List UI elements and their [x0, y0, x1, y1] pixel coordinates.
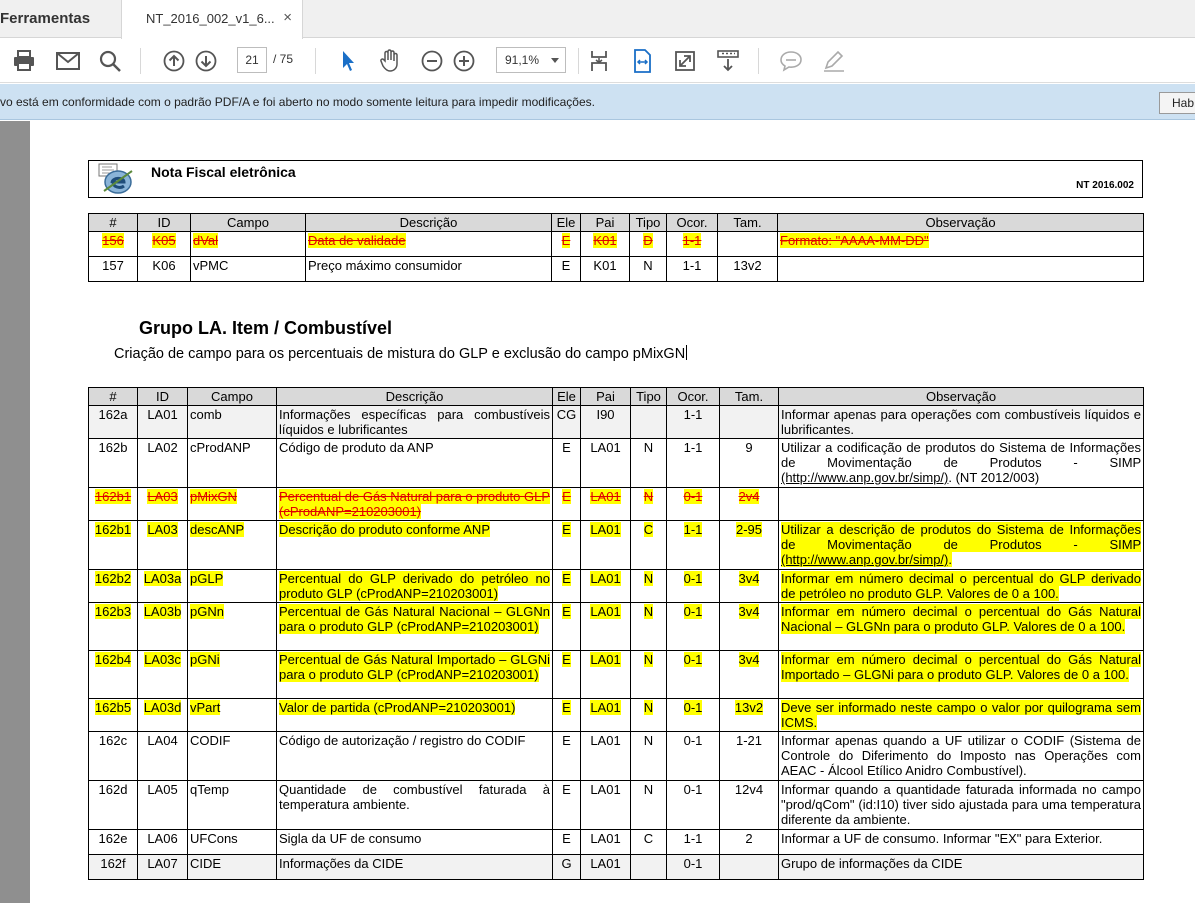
- cell-desc: Percentual de Gás Natural Importado – GLGNi para o produto GLP (cProdANP=210203001): [279, 652, 550, 682]
- document-nt-number: NT 2016.002: [1076, 180, 1134, 191]
- cell-ocor: 1-1: [682, 233, 702, 248]
- cell-tipo: N: [643, 604, 654, 619]
- cell-tam: 3v4: [738, 571, 760, 586]
- cell-n: 162b3: [94, 604, 132, 619]
- zoom-in-icon[interactable]: [450, 47, 478, 75]
- cell-id: K06: [138, 257, 191, 282]
- cell-pai: I90: [596, 407, 615, 422]
- col-header: Observação: [778, 214, 1144, 232]
- col-header: #: [89, 388, 138, 406]
- cell-tipo: C: [643, 831, 654, 846]
- col-header: Ocor.: [667, 388, 720, 406]
- col-header: Tipo: [630, 214, 667, 232]
- cell-tam: 2-95: [735, 522, 763, 537]
- cell-tipo: C: [643, 522, 654, 537]
- cell-id: K05: [152, 233, 176, 248]
- col-header: ID: [138, 388, 188, 406]
- col-header: ID: [138, 214, 191, 232]
- cell-desc: Código de autorização / registro do CODIF: [279, 733, 526, 748]
- fit-width-icon[interactable]: [628, 47, 656, 75]
- table-header-row: [89, 214, 1144, 232]
- cell-pai: LA01: [590, 782, 621, 797]
- cell-desc: Percentual de Gás Natural para o produto GLP (cProdANP=210203001): [279, 489, 550, 519]
- cell-tipo: N: [643, 571, 654, 586]
- print-icon[interactable]: [10, 47, 38, 75]
- toolbar: [0, 39, 1195, 83]
- cell-obs: Utilizar a descrição de produtos do Sistema de Informações de Movimentação de Produtos - SIMP: [781, 522, 1141, 552]
- cell-n: 162f: [100, 856, 126, 871]
- cell-obs: Informar em número decimal o percentual do Gás Natural Importado – GLGNi para o produto GLP. Valores de 0 a 100.: [781, 652, 1141, 682]
- cell-ele: E: [562, 831, 571, 846]
- cell-tipo: N: [643, 782, 654, 797]
- cell-obs-suffix: .: [948, 552, 952, 567]
- cell-id: LA03d: [143, 700, 182, 715]
- document-title: Nota Fiscal eletrônica: [151, 164, 296, 180]
- cell-tipo: N: [643, 489, 654, 504]
- cell-tam: 2: [745, 831, 753, 846]
- cell-pai: LA01: [590, 733, 621, 748]
- cell-tam: 13v2: [718, 257, 778, 282]
- cell-ele: CG: [556, 407, 577, 422]
- cell-obs: Deve ser informado neste campo o valor por quilograma sem ICMS.: [781, 700, 1141, 730]
- cell-ele: E: [561, 233, 571, 248]
- cell-id: LA03: [147, 522, 178, 537]
- cell-ocor: 0-1: [683, 700, 703, 715]
- cell-ele: E: [562, 440, 571, 455]
- cell-desc: Data de validade: [308, 233, 406, 248]
- pdfa-info-bar: [0, 84, 1195, 120]
- hand-icon[interactable]: [376, 47, 404, 75]
- cell-obs-suffix: . (NT 2012/003): [948, 470, 1040, 485]
- cell-desc: Preço máximo consumidor: [306, 257, 552, 282]
- cell-ele: E: [562, 782, 571, 797]
- cell-tipo: D: [643, 233, 653, 248]
- comment-icon[interactable]: [777, 47, 805, 75]
- cell-ele: E: [562, 522, 571, 537]
- page-total: / 75: [273, 52, 294, 66]
- cell-ocor: 1-1: [683, 407, 703, 422]
- table-row: [89, 603, 1144, 651]
- cell-pai: LA01: [590, 700, 621, 715]
- table-row: [89, 406, 1144, 439]
- cell-campo: dVal: [193, 233, 219, 248]
- cell-campo: cProdANP: [190, 440, 251, 455]
- cell-id: LA02: [147, 440, 178, 455]
- search-icon[interactable]: [96, 47, 124, 75]
- cell-id: LA06: [147, 831, 178, 846]
- cell-obs: [778, 257, 1144, 282]
- cell-obs: Informar apenas para operações com combustíveis líquidos e lubrificantes.: [781, 407, 1141, 437]
- cell-ocor: 0-1: [683, 604, 703, 619]
- cell-n: 162b5: [94, 700, 132, 715]
- cell-pai: LA01: [590, 571, 621, 586]
- col-header: Campo: [191, 214, 306, 232]
- tab-bar: [0, 0, 1195, 38]
- cell-n: 162b4: [94, 652, 132, 667]
- cell-campo: pMixGN: [190, 489, 237, 504]
- cell-desc: Percentual de Gás Natural Nacional – GLGNn para o produto GLP (cProdANP=210203001): [279, 604, 550, 634]
- zoom-select[interactable]: [496, 47, 566, 73]
- cell-id: LA03b: [143, 604, 182, 619]
- nfe-logo-icon: [98, 163, 134, 195]
- table-row: [89, 830, 1144, 855]
- cell-ele: E: [562, 604, 571, 619]
- cell-ocor: 1-1: [683, 522, 703, 537]
- cell-tam: 13v2: [734, 700, 764, 715]
- cell-campo: vPart: [190, 700, 221, 715]
- cell-campo: pGNi: [190, 652, 220, 667]
- col-header: Ele: [553, 388, 581, 406]
- page-down-icon[interactable]: [192, 47, 220, 75]
- cell-desc: Sigla da UF de consumo: [279, 831, 422, 846]
- cell-campo: UFCons: [190, 831, 238, 846]
- cell-id: LA05: [147, 782, 178, 797]
- cell-campo: vPMC: [191, 257, 306, 282]
- cell-ocor: 1-1: [683, 440, 703, 455]
- cell-desc: Informações específicas para combustíveis líquidos e lubrificantes: [279, 407, 550, 437]
- col-header: Ocor.: [667, 214, 718, 232]
- cell-obs: Informar em número decimal o percentual do GLP derivado de petróleo no produto GLP. Valores de 0 a 100.: [781, 571, 1141, 601]
- fields-table-la: [88, 387, 1144, 880]
- cell-n: 156: [102, 233, 124, 248]
- page-number-input[interactable]: 21: [237, 47, 267, 73]
- col-header: Pai: [581, 388, 631, 406]
- cell-n: 162a: [98, 407, 128, 422]
- cell-n: 162d: [98, 782, 128, 797]
- col-header: Campo: [188, 388, 277, 406]
- cell-tam: 12v4: [734, 782, 764, 797]
- table-row: [89, 651, 1144, 699]
- cell-campo: CIDE: [190, 856, 222, 871]
- col-header: Ele: [552, 214, 581, 232]
- enable-editing-button[interactable]: Hab: [1159, 92, 1195, 114]
- cell-tipo: N: [630, 257, 667, 282]
- cell-obs: Utilizar a codificação de produtos do Sistema de Informações de Movimentação de Produtos - SIMP: [781, 440, 1141, 470]
- table-header-row: [89, 388, 1144, 406]
- zoom-value: 91,1%: [505, 53, 540, 67]
- cell-ele: E: [562, 733, 571, 748]
- cell-n: 162b1: [94, 522, 132, 537]
- col-header: Descrição: [306, 214, 552, 232]
- close-icon[interactable]: ×: [283, 9, 292, 26]
- cell-id: LA03a: [143, 571, 182, 586]
- chevron-down-icon: [551, 58, 559, 63]
- cell-id: LA07: [147, 856, 178, 871]
- simp-link[interactable]: (http://www.anp.gov.br/simp/): [781, 552, 949, 567]
- cell-ocor: 0-1: [683, 489, 703, 504]
- cell-ocor: 0-1: [683, 652, 703, 667]
- cell-obs: Informar em número decimal o percentual do Gás Natural Nacional – GLGNn para o produto GLP. Valores de 0 a 100.: [781, 604, 1141, 634]
- cell-pai: K01: [593, 233, 617, 248]
- cell-ocor: 0-1: [683, 782, 703, 797]
- tab-tools[interactable]: Ferramentas: [0, 10, 91, 27]
- col-header: Tam.: [720, 388, 779, 406]
- cell-desc: Quantidade de combustível faturada à temperatura ambiente.: [279, 782, 550, 812]
- section-description[interactable]: [114, 345, 687, 362]
- table-row: [89, 699, 1144, 732]
- table-row: [89, 257, 1144, 282]
- cell-obs: Formato: "AAAA-MM-DD": [780, 233, 929, 248]
- simp-link[interactable]: (http://www.anp.gov.br/simp/): [781, 470, 949, 485]
- cell-pai: LA01: [590, 440, 621, 455]
- cell-desc: Informações da CIDE: [279, 856, 404, 871]
- cell-ocor: 1-1: [667, 257, 718, 282]
- table-row: [89, 521, 1144, 570]
- document-header: [88, 160, 1143, 198]
- cell-campo: qTemp: [190, 782, 230, 797]
- zoom-out-icon[interactable]: [418, 47, 446, 75]
- cell-id: LA03c: [144, 652, 181, 667]
- cell-n: 157: [89, 257, 138, 282]
- cell-pai: K01: [581, 257, 630, 282]
- cell-n: 162b: [98, 440, 128, 455]
- cell-pai: LA01: [590, 652, 621, 667]
- page-up-icon[interactable]: [160, 47, 188, 75]
- table-row: [89, 570, 1144, 603]
- tab-document-label: NT_2016_002_v1_6...: [146, 11, 275, 26]
- table-row: [89, 781, 1144, 830]
- cell-obs: Grupo de informações da CIDE: [781, 856, 963, 871]
- cell-ocor: 0-1: [683, 856, 703, 871]
- info-message: vo está em conformidade com o padrão PDF/A e foi aberto no modo somente leitura para impedir modificações.: [0, 95, 595, 109]
- cell-obs: Informar a UF de consumo. Informar "EX" para Exterior.: [781, 831, 1103, 846]
- cell-id: LA04: [147, 733, 178, 748]
- section-title: Grupo LA. Item / Combustível: [139, 318, 393, 338]
- col-header: Pai: [581, 214, 630, 232]
- cell-campo: CODIF: [190, 733, 231, 748]
- cell-obs: Informar quando a quantidade faturada informada no campo "prod/qCom" (id:I10) tiver sido ajustada para uma temperatura diferente da ambiente.: [781, 782, 1141, 827]
- email-icon[interactable]: [54, 47, 82, 75]
- cell-ele: E: [562, 652, 571, 667]
- cell-ele: E: [552, 257, 581, 282]
- cell-n: 162c: [98, 733, 128, 748]
- cell-tipo: N: [643, 652, 654, 667]
- cell-obs: Informar apenas quando a UF utilizar o CODIF (Sistema de Controle do Diferimento do Imposto nas Operações com AEAC - Álcool Etílico Anidro Combustível).: [781, 733, 1141, 778]
- select-arrow-icon[interactable]: [334, 47, 362, 75]
- section-description-text: Criação de campo para os percentuais de mistura do GLP e exclusão do campo pMixGN: [114, 346, 686, 362]
- fields-table-k: [88, 213, 1144, 282]
- cell-desc: Descrição do produto conforme ANP: [279, 522, 490, 537]
- table-row: [89, 855, 1144, 880]
- document-gutter: [0, 121, 30, 903]
- pen-icon[interactable]: [820, 47, 848, 75]
- scroll-mode-icon[interactable]: [714, 47, 742, 75]
- cell-ele: E: [562, 489, 571, 504]
- table-row: [89, 439, 1144, 488]
- cell-n: 162e: [98, 831, 128, 846]
- cell-tam: 9: [745, 440, 753, 455]
- cell-tipo: N: [643, 440, 654, 455]
- cell-pai: LA01: [590, 831, 621, 846]
- tab-document[interactable]: [121, 0, 303, 39]
- col-header: #: [89, 214, 138, 232]
- cell-pai: LA01: [590, 522, 621, 537]
- cell-tam: 2v4: [738, 489, 760, 504]
- cell-pai: LA01: [590, 489, 621, 504]
- col-header: Descrição: [277, 388, 553, 406]
- cell-tam: 1-21: [735, 733, 763, 748]
- cell-id: LA03: [147, 489, 178, 504]
- text-cursor: [686, 345, 687, 360]
- col-header: Tam.: [718, 214, 778, 232]
- cell-tipo: N: [643, 733, 654, 748]
- col-header: Observação: [779, 388, 1144, 406]
- fullscreen-icon[interactable]: [671, 47, 699, 75]
- cell-ele: E: [562, 700, 571, 715]
- cell-n: 162b1: [94, 489, 132, 504]
- fit-page-icon[interactable]: [585, 47, 613, 75]
- cell-pai: LA01: [590, 856, 621, 871]
- cell-tam: 3v4: [738, 652, 760, 667]
- cell-id: LA01: [147, 407, 178, 422]
- cell-pai: LA01: [590, 604, 621, 619]
- table-row: [89, 232, 1144, 257]
- cell-n: 162b2: [94, 571, 132, 586]
- cell-campo: pGLP: [190, 571, 224, 586]
- cell-tipo: N: [643, 700, 654, 715]
- cell-campo: pGNn: [190, 604, 224, 619]
- cell-desc: Valor de partida (cProdANP=210203001): [279, 700, 516, 715]
- cell-desc: Percentual do GLP derivado do petróleo no produto GLP (cProdANP=210203001): [279, 571, 550, 601]
- table-row: [89, 732, 1144, 781]
- cell-ocor: 0-1: [683, 733, 703, 748]
- cell-ocor: 0-1: [683, 571, 703, 586]
- col-header: Tipo: [631, 388, 667, 406]
- cell-campo: descANP: [190, 522, 245, 537]
- cell-ele: G: [561, 856, 572, 871]
- table-row: [89, 488, 1144, 521]
- cell-ocor: 1-1: [683, 831, 703, 846]
- cell-tam: 3v4: [738, 604, 760, 619]
- cell-campo: comb: [190, 407, 222, 422]
- cell-ele: E: [562, 571, 571, 586]
- cell-desc: Código de produto da ANP: [279, 440, 434, 455]
